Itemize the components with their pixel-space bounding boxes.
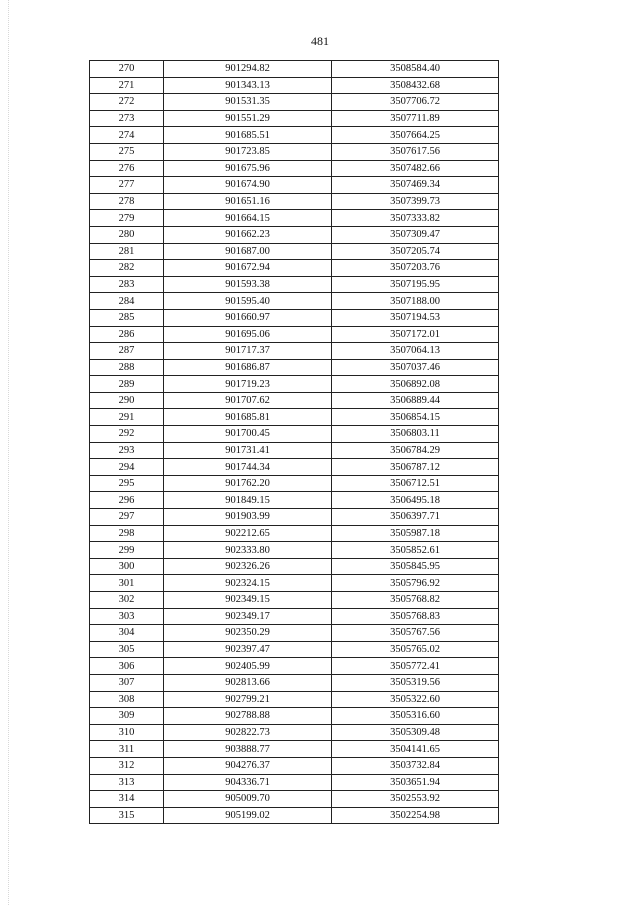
coordinate-table: [89, 60, 499, 824]
x-coordinate-cell: 902405.99: [164, 658, 332, 675]
y-coordinate-cell: 3508432.68: [332, 77, 499, 94]
table-row: [90, 94, 499, 111]
point-number-cell: 289: [90, 376, 164, 393]
table-row: [90, 492, 499, 509]
x-coordinate-cell: 901762.20: [164, 475, 332, 492]
table-row: [90, 674, 499, 691]
x-coordinate-cell: 901686.87: [164, 359, 332, 376]
x-coordinate-cell: 901687.00: [164, 243, 332, 260]
table-row: [90, 243, 499, 260]
point-number-cell: 301: [90, 575, 164, 592]
table-row: [90, 392, 499, 409]
y-coordinate-cell: 3505767.56: [332, 625, 499, 642]
table-row: [90, 475, 499, 492]
x-coordinate-cell: 901672.94: [164, 260, 332, 277]
point-number-cell: 300: [90, 558, 164, 575]
x-coordinate-cell: 901744.34: [164, 459, 332, 476]
y-coordinate-cell: 3505319.56: [332, 674, 499, 691]
point-number-cell: 282: [90, 260, 164, 277]
x-coordinate-cell: 901849.15: [164, 492, 332, 509]
y-coordinate-cell: 3504141.65: [332, 741, 499, 758]
y-coordinate-cell: 3506889.44: [332, 392, 499, 409]
table-row: [90, 442, 499, 459]
y-coordinate-cell: 3506495.18: [332, 492, 499, 509]
table-row: [90, 143, 499, 160]
point-number-cell: 306: [90, 658, 164, 675]
table-row: [90, 575, 499, 592]
x-coordinate-cell: 901664.15: [164, 210, 332, 227]
point-number-cell: 313: [90, 774, 164, 791]
y-coordinate-cell: 3507203.76: [332, 260, 499, 277]
y-coordinate-cell: 3505316.60: [332, 708, 499, 725]
page-number: 481: [311, 34, 329, 48]
table-row: [90, 774, 499, 791]
x-coordinate-cell: 902822.73: [164, 724, 332, 741]
point-number-cell: 311: [90, 741, 164, 758]
table-row: [90, 127, 499, 144]
y-coordinate-cell: 3507195.95: [332, 276, 499, 293]
y-coordinate-cell: 3505309.48: [332, 724, 499, 741]
point-number-cell: 278: [90, 193, 164, 210]
y-coordinate-cell: 3507664.25: [332, 127, 499, 144]
point-number-cell: 277: [90, 177, 164, 194]
y-coordinate-cell: 3505852.61: [332, 542, 499, 559]
table-row: [90, 509, 499, 526]
point-number-cell: 308: [90, 691, 164, 708]
y-coordinate-cell: 3507482.66: [332, 160, 499, 177]
point-number-cell: 299: [90, 542, 164, 559]
y-coordinate-cell: 3505845.95: [332, 558, 499, 575]
y-coordinate-cell: 3507399.73: [332, 193, 499, 210]
y-coordinate-cell: 3506892.08: [332, 376, 499, 393]
point-number-cell: 312: [90, 757, 164, 774]
table-row: [90, 276, 499, 293]
y-coordinate-cell: 3507706.72: [332, 94, 499, 111]
table-row: [90, 625, 499, 642]
scan-margin-line: [8, 0, 9, 905]
table-row: [90, 558, 499, 575]
table-row: [90, 791, 499, 808]
table-row: [90, 326, 499, 343]
x-coordinate-cell: 901675.96: [164, 160, 332, 177]
table-row: [90, 210, 499, 227]
table-row: [90, 260, 499, 277]
point-number-cell: 304: [90, 625, 164, 642]
x-coordinate-cell: 901531.35: [164, 94, 332, 111]
x-coordinate-cell: 901685.81: [164, 409, 332, 426]
x-coordinate-cell: 901595.40: [164, 293, 332, 310]
table-row: [90, 426, 499, 443]
y-coordinate-cell: 3506712.51: [332, 475, 499, 492]
y-coordinate-cell: 3503651.94: [332, 774, 499, 791]
point-number-cell: 305: [90, 641, 164, 658]
x-coordinate-cell: 902212.65: [164, 525, 332, 542]
y-coordinate-cell: 3506397.71: [332, 509, 499, 526]
x-coordinate-cell: 902349.15: [164, 592, 332, 609]
table-row: [90, 741, 499, 758]
y-coordinate-cell: 3503732.84: [332, 757, 499, 774]
point-number-cell: 270: [90, 61, 164, 78]
y-coordinate-cell: 3507617.56: [332, 143, 499, 160]
y-coordinate-cell: 3505765.02: [332, 641, 499, 658]
point-number-cell: 302: [90, 592, 164, 609]
y-coordinate-cell: 3506854.15: [332, 409, 499, 426]
x-coordinate-cell: 901685.51: [164, 127, 332, 144]
y-coordinate-cell: 3507333.82: [332, 210, 499, 227]
x-coordinate-cell: 901719.23: [164, 376, 332, 393]
point-number-cell: 294: [90, 459, 164, 476]
point-number-cell: 275: [90, 143, 164, 160]
table-row: [90, 658, 499, 675]
table-row: [90, 309, 499, 326]
point-number-cell: 283: [90, 276, 164, 293]
y-coordinate-cell: 3507194.53: [332, 309, 499, 326]
point-number-cell: 273: [90, 110, 164, 127]
y-coordinate-cell: 3505768.82: [332, 592, 499, 609]
point-number-cell: 315: [90, 807, 164, 824]
x-coordinate-cell: 902788.88: [164, 708, 332, 725]
table-row: [90, 691, 499, 708]
y-coordinate-cell: 3507064.13: [332, 343, 499, 360]
point-number-cell: 297: [90, 509, 164, 526]
point-number-cell: 288: [90, 359, 164, 376]
point-number-cell: 274: [90, 127, 164, 144]
x-coordinate-cell: 902799.21: [164, 691, 332, 708]
y-coordinate-cell: 3506784.29: [332, 442, 499, 459]
point-number-cell: 281: [90, 243, 164, 260]
x-coordinate-cell: 901717.37: [164, 343, 332, 360]
point-number-cell: 314: [90, 791, 164, 808]
x-coordinate-cell: 902350.29: [164, 625, 332, 642]
table-row: [90, 807, 499, 824]
x-coordinate-cell: 904276.37: [164, 757, 332, 774]
x-coordinate-cell: 902813.66: [164, 674, 332, 691]
y-coordinate-cell: 3507205.74: [332, 243, 499, 260]
point-number-cell: 303: [90, 608, 164, 625]
point-number-cell: 285: [90, 309, 164, 326]
table-row: [90, 193, 499, 210]
y-coordinate-cell: 3507711.89: [332, 110, 499, 127]
y-coordinate-cell: 3507309.47: [332, 226, 499, 243]
table-row: [90, 724, 499, 741]
x-coordinate-cell: 901723.85: [164, 143, 332, 160]
table-row: [90, 708, 499, 725]
table-row: [90, 459, 499, 476]
x-coordinate-cell: 901551.29: [164, 110, 332, 127]
x-coordinate-cell: 901593.38: [164, 276, 332, 293]
point-number-cell: 290: [90, 392, 164, 409]
x-coordinate-cell: 902326.26: [164, 558, 332, 575]
y-coordinate-cell: 3506803.11: [332, 426, 499, 443]
y-coordinate-cell: 3508584.40: [332, 61, 499, 78]
table-row: [90, 376, 499, 393]
table-row: [90, 177, 499, 194]
x-coordinate-cell: 903888.77: [164, 741, 332, 758]
point-number-cell: 295: [90, 475, 164, 492]
x-coordinate-cell: 901674.90: [164, 177, 332, 194]
y-coordinate-cell: 3507188.00: [332, 293, 499, 310]
y-coordinate-cell: 3505772.41: [332, 658, 499, 675]
point-number-cell: 287: [90, 343, 164, 360]
table-row: [90, 77, 499, 94]
table-row: [90, 110, 499, 127]
table-row: [90, 608, 499, 625]
x-coordinate-cell: 901660.97: [164, 309, 332, 326]
x-coordinate-cell: 905009.70: [164, 791, 332, 808]
y-coordinate-cell: 3506787.12: [332, 459, 499, 476]
table-row: [90, 226, 499, 243]
table-row: [90, 641, 499, 658]
y-coordinate-cell: 3505796.92: [332, 575, 499, 592]
table-row: [90, 592, 499, 609]
y-coordinate-cell: 3507037.46: [332, 359, 499, 376]
x-coordinate-cell: 904336.71: [164, 774, 332, 791]
x-coordinate-cell: 901294.82: [164, 61, 332, 78]
table-row: [90, 525, 499, 542]
point-number-cell: 284: [90, 293, 164, 310]
y-coordinate-cell: 3507469.34: [332, 177, 499, 194]
x-coordinate-cell: 902324.15: [164, 575, 332, 592]
point-number-cell: 272: [90, 94, 164, 111]
table-row: [90, 293, 499, 310]
y-coordinate-cell: 3505987.18: [332, 525, 499, 542]
point-number-cell: 298: [90, 525, 164, 542]
x-coordinate-cell: 902349.17: [164, 608, 332, 625]
y-coordinate-cell: 3505322.60: [332, 691, 499, 708]
x-coordinate-cell: 901662.23: [164, 226, 332, 243]
point-number-cell: 280: [90, 226, 164, 243]
table-row: [90, 61, 499, 78]
x-coordinate-cell: 901695.06: [164, 326, 332, 343]
point-number-cell: 310: [90, 724, 164, 741]
table-row: [90, 343, 499, 360]
point-number-cell: 293: [90, 442, 164, 459]
point-number-cell: 276: [90, 160, 164, 177]
point-number-cell: 307: [90, 674, 164, 691]
x-coordinate-cell: 901707.62: [164, 392, 332, 409]
point-number-cell: 309: [90, 708, 164, 725]
coordinate-table-body: [90, 61, 499, 824]
table-row: [90, 409, 499, 426]
y-coordinate-cell: 3507172.01: [332, 326, 499, 343]
point-number-cell: 292: [90, 426, 164, 443]
x-coordinate-cell: 901343.13: [164, 77, 332, 94]
y-coordinate-cell: 3502553.92: [332, 791, 499, 808]
y-coordinate-cell: 3505768.83: [332, 608, 499, 625]
point-number-cell: 286: [90, 326, 164, 343]
point-number-cell: 271: [90, 77, 164, 94]
point-number-cell: 291: [90, 409, 164, 426]
table-row: [90, 160, 499, 177]
x-coordinate-cell: 901700.45: [164, 426, 332, 443]
x-coordinate-cell: 905199.02: [164, 807, 332, 824]
x-coordinate-cell: 901731.41: [164, 442, 332, 459]
table-row: [90, 542, 499, 559]
table-row: [90, 757, 499, 774]
y-coordinate-cell: 3502254.98: [332, 807, 499, 824]
x-coordinate-cell: 902397.47: [164, 641, 332, 658]
table-row: [90, 359, 499, 376]
point-number-cell: 296: [90, 492, 164, 509]
x-coordinate-cell: 901903.99: [164, 509, 332, 526]
point-number-cell: 279: [90, 210, 164, 227]
x-coordinate-cell: 901651.16: [164, 193, 332, 210]
x-coordinate-cell: 902333.80: [164, 542, 332, 559]
